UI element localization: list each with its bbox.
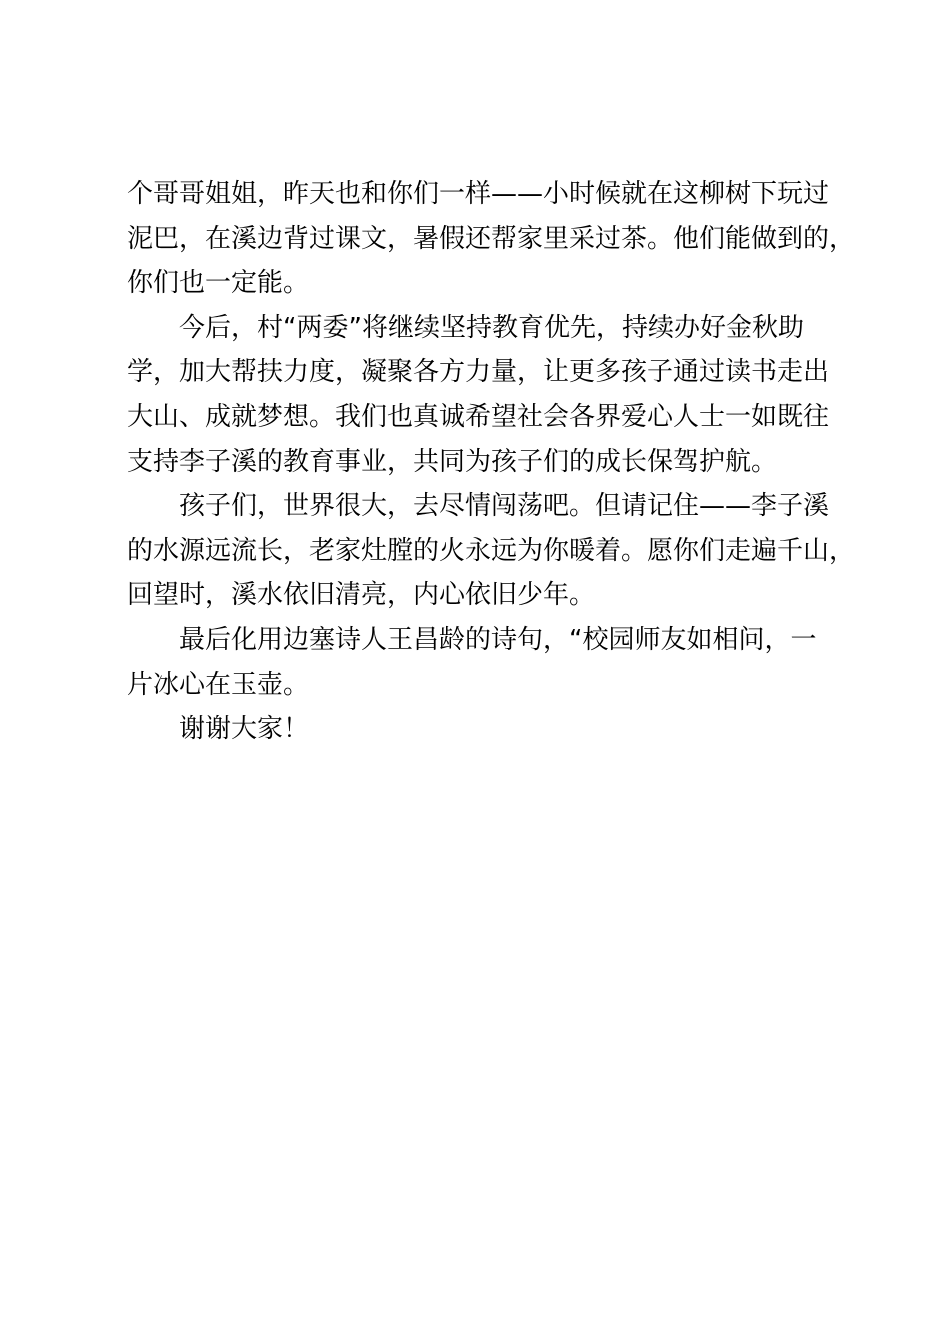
paragraph-line: 泥巴，在溪边背过课文，暑假还帮家里采过茶。他们能做到的， [127, 223, 856, 254]
paragraph-line: 你们也一定能。 [127, 268, 310, 299]
closing-line: 谢谢大家！ [179, 714, 310, 745]
paragraph-line: 片冰心在玉壶。 [127, 669, 310, 700]
document-body [127, 172, 855, 752]
paragraph-line: 学，加大帮扶力度，凝聚各方力量，让更多孩子通过读书走出 [127, 357, 830, 388]
paragraph-line: 的水源远流长，老家灶膛的火永远为你暖着。愿你们走遍千山， [127, 535, 856, 566]
paragraph-line: 孩子们，世界很大，去尽情闯荡吧。但请记住——李子溪 [179, 491, 830, 522]
paragraph-line: 今后，村“两委”将继续坚持教育优先，持续办好金秋助 [179, 312, 804, 343]
paragraph-line: 最后化用边塞诗人王昌龄的诗句，“校园师友如相问，一 [179, 624, 817, 655]
paragraph-line: 大山、成就梦想。我们也真诚希望社会各界爱心人士一如既往 [127, 401, 830, 432]
paragraph-line: 回望时，溪水依旧清亮，内心依旧少年。 [127, 580, 596, 611]
paragraph-line: 支持李子溪的教育事业，共同为孩子们的成长保驾护航。 [127, 446, 778, 477]
paragraph-line: 个哥哥姐姐，昨天也和你们一样——小时候就在这柳树下玩过 [127, 179, 830, 209]
